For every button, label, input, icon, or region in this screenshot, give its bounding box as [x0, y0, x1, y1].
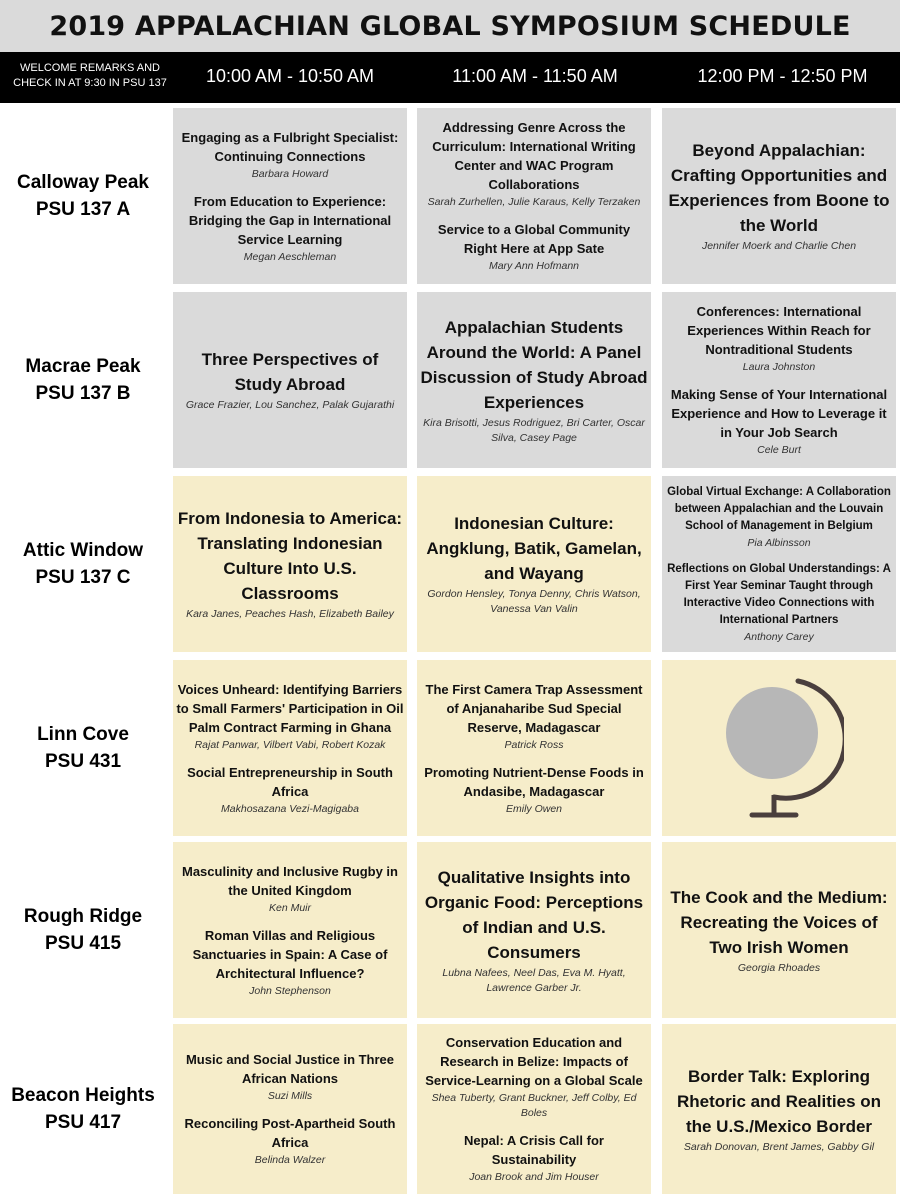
session [420, 1033, 648, 1121]
session-presenters: Georgia Rhoades [737, 961, 821, 974]
globe-icon [714, 673, 844, 823]
session-cell [417, 476, 651, 652]
session-title: Qualitative Insights into Organic Food: Perceptions of Indian and U.S. Consumers [424, 867, 644, 962]
session-title: Conservation Education and Research in Belize: Impacts of Service-Learning on a Global Scale [425, 1035, 643, 1088]
session-title: Nepal: A Crisis Call for Sustainability [464, 1133, 604, 1167]
session [665, 561, 893, 645]
time-slot-3: 12:00 PM - 12:50 PM [697, 66, 868, 86]
room-code: PSU 137 C [35, 567, 131, 588]
welcome-note: WELCOME REMARKS AND CHECK IN AT 9:30 IN PSU 137 [13, 62, 167, 89]
session-presenters: John Stephenson [249, 984, 331, 997]
session-title: Roman Villas and Religious Sanctuaries in Spain: A Case of Architectural Influence? [192, 927, 388, 981]
session-title: The Cook and the Medium: Recreating the Voices of Two Irish Women [670, 887, 888, 957]
session-presenters: Barbara Howard [251, 167, 329, 180]
session-title: Social Entrepreneurship in South Africa [187, 764, 393, 799]
session-cell [417, 108, 651, 284]
session [420, 1131, 648, 1185]
session-title: Reflections on Global Understandings: A First Year Seminar Taught through Interactive Video Connections with International Partners [667, 562, 891, 626]
session-presenters: Makhosazana Vezi-Magigaba [221, 802, 359, 815]
session-presenters: Sarah Zurhellen, Julie Karaus, Kelly Terzaken [427, 196, 641, 208]
session [420, 220, 648, 274]
session [420, 763, 648, 817]
session-title: Beyond Appalachian: Crafting Opportunities and Experiences from Boone to the World [668, 141, 890, 235]
room-code: PSU 137 A [35, 199, 131, 220]
session [420, 680, 648, 753]
session-cell [662, 842, 896, 1018]
session-title: Masculinity and Inclusive Rugby in the United Kingdom [182, 863, 398, 898]
session-presenters: Lubna Nafees, Neel Das, Eva M. Hyatt, Lawrence Garber Jr. [442, 966, 626, 994]
session-title: Addressing Genre Across the Curriculum: International Writing Center and WAC Program Collaborations [432, 120, 636, 192]
room-name: Attic Window [22, 540, 144, 561]
session [665, 138, 893, 254]
session [176, 506, 404, 622]
room-name: Beacon Heights [11, 1085, 155, 1106]
session-title: Global Virtual Exchange: A Collaboration between Appalachian and the Louvain School of Management in Belgium [667, 485, 891, 532]
session-cell [173, 476, 407, 652]
room-name: Macrae Peak [25, 356, 141, 377]
session-title: Promoting Nutrient-Dense Foods in Andasibe, Madagascar [424, 764, 644, 799]
session [176, 1050, 404, 1104]
session-presenters: Patrick Ross [504, 738, 564, 751]
session-title: Indonesian Culture: Angklung, Batik, Gamelan, and Wayang [426, 514, 642, 583]
session-presenters: Emily Owen [505, 802, 562, 815]
session-cell [662, 292, 896, 468]
session-presenters: Ken Muir [268, 901, 311, 914]
room-label [0, 660, 166, 836]
session-presenters: Grace Frazier, Lou Sanchez, Palak Gujarathi [185, 399, 395, 411]
session [665, 302, 893, 375]
session-title: Voices Unheard: Identifying Barriers to Small Farmers' Participation in Oil Palm Contract Farming in Ghana [176, 681, 404, 735]
session-presenters: Kira Brisotti, Jesus Rodriguez, Bri Carter, Oscar Silva, Casey Page [423, 416, 645, 444]
session [665, 1064, 893, 1155]
session [665, 484, 893, 551]
room-code: PSU 417 [44, 1112, 122, 1133]
session-title: Border Talk: Exploring Rhetoric and Realities on the U.S./Mexico Border [676, 1066, 882, 1136]
room-label [0, 292, 166, 468]
room-label [0, 842, 166, 1018]
session [665, 885, 893, 976]
room-name: Calloway Peak [16, 172, 150, 193]
room-code: PSU 415 [44, 933, 122, 954]
session-presenters: Anthony Carey [744, 630, 814, 643]
time-slot-header [0, 52, 900, 103]
session-title: From Education to Experience: Bridging the Gap in International Service Learning [188, 193, 392, 247]
session-presenters: Joan Brook and Jim Houser [469, 1171, 599, 1183]
session [420, 511, 648, 617]
session [665, 385, 893, 458]
session-presenters: Sarah Donovan, Brent James, Gabby Gil [683, 1140, 875, 1153]
session [176, 862, 404, 916]
session-title: Engaging as a Fulbright Specialist: Continuing Connections [181, 129, 399, 164]
room-name: Linn Cove [37, 724, 129, 745]
room-code: PSU 137 B [35, 383, 131, 404]
session [176, 763, 404, 817]
session-cell [417, 842, 651, 1018]
session-presenters: Pia Albinsson [747, 536, 811, 549]
session-presenters: Mary Ann Hofmann [488, 260, 580, 272]
session [176, 192, 404, 265]
session [176, 926, 404, 999]
session-title: Appalachian Students Around the World: A Panel Discussion of Study Abroad Experiences [420, 317, 648, 412]
session-cell [173, 1024, 407, 1194]
session-cell [173, 660, 407, 836]
session-title: Reconciling Post-Apartheid South Africa [184, 1116, 396, 1150]
session-presenters: Kara Janes, Peaches Hash, Elizabeth Bailey [186, 608, 394, 620]
session-title: The First Camera Trap Assessment of Anjanaharibe Sud Special Reserve, Madagascar [425, 681, 643, 735]
session-cell [662, 476, 896, 652]
page-title: 2019 APPALACHIAN GLOBAL SYMPOSIUM SCHEDULE [0, 0, 900, 52]
session [176, 680, 404, 753]
session-presenters: Suzi Mills [267, 1090, 313, 1102]
time-slot-1: 10:00 AM - 10:50 AM [205, 66, 375, 86]
session-title: Three Perspectives of Study Abroad [201, 350, 379, 394]
session-title: Service to a Global Community Right Here at App Sate [437, 222, 631, 256]
room-label [0, 476, 166, 652]
session-title: From Indonesia to America: Translating Indonesian Culture Into U.S. Classrooms [177, 509, 403, 603]
session [420, 118, 648, 210]
session [176, 347, 404, 413]
session-cell [662, 108, 896, 284]
room-name: Rough Ridge [23, 906, 143, 927]
session-presenters: Megan Aeschleman [243, 250, 337, 263]
session [420, 315, 648, 446]
session-cell [417, 292, 651, 468]
session-cell [662, 1024, 896, 1194]
session [176, 128, 404, 182]
session [420, 865, 648, 996]
session-presenters: Jennifer Moerk and Charlie Chen [701, 240, 857, 252]
session [176, 1114, 404, 1168]
session-presenters: Gordon Hensley, Tonya Denny, Chris Watson, Vanessa Van Valin [427, 588, 641, 615]
session-title: Making Sense of Your International Experience and How to Leverage it in Your Job Search [670, 387, 888, 440]
session-title: Conferences: International Experiences Within Reach for Nontraditional Students [687, 304, 871, 357]
session-presenters: Laura Johnston [742, 361, 816, 373]
session-presenters: Rajat Panwar, Vilbert Vabi, Robert Kozak [194, 738, 386, 751]
session-title: Music and Social Justice in Three African Nations [185, 1052, 395, 1086]
time-slot-2: 11:00 AM - 11:50 AM [452, 66, 618, 86]
session-cell [173, 292, 407, 468]
session-presenters: Cele Burt [757, 444, 801, 456]
room-code: PSU 431 [44, 751, 122, 772]
session-cell [417, 660, 651, 836]
session-cell [417, 1024, 651, 1194]
session-cell [173, 108, 407, 284]
session-cell-globe [662, 660, 896, 836]
session-presenters: Shea Tuberty, Grant Buckner, Jeff Colby, Ed Boles [431, 1092, 637, 1119]
room-label [0, 108, 166, 284]
session-presenters: Belinda Walzer [254, 1154, 326, 1166]
session-cell [173, 842, 407, 1018]
room-label [0, 1024, 166, 1194]
